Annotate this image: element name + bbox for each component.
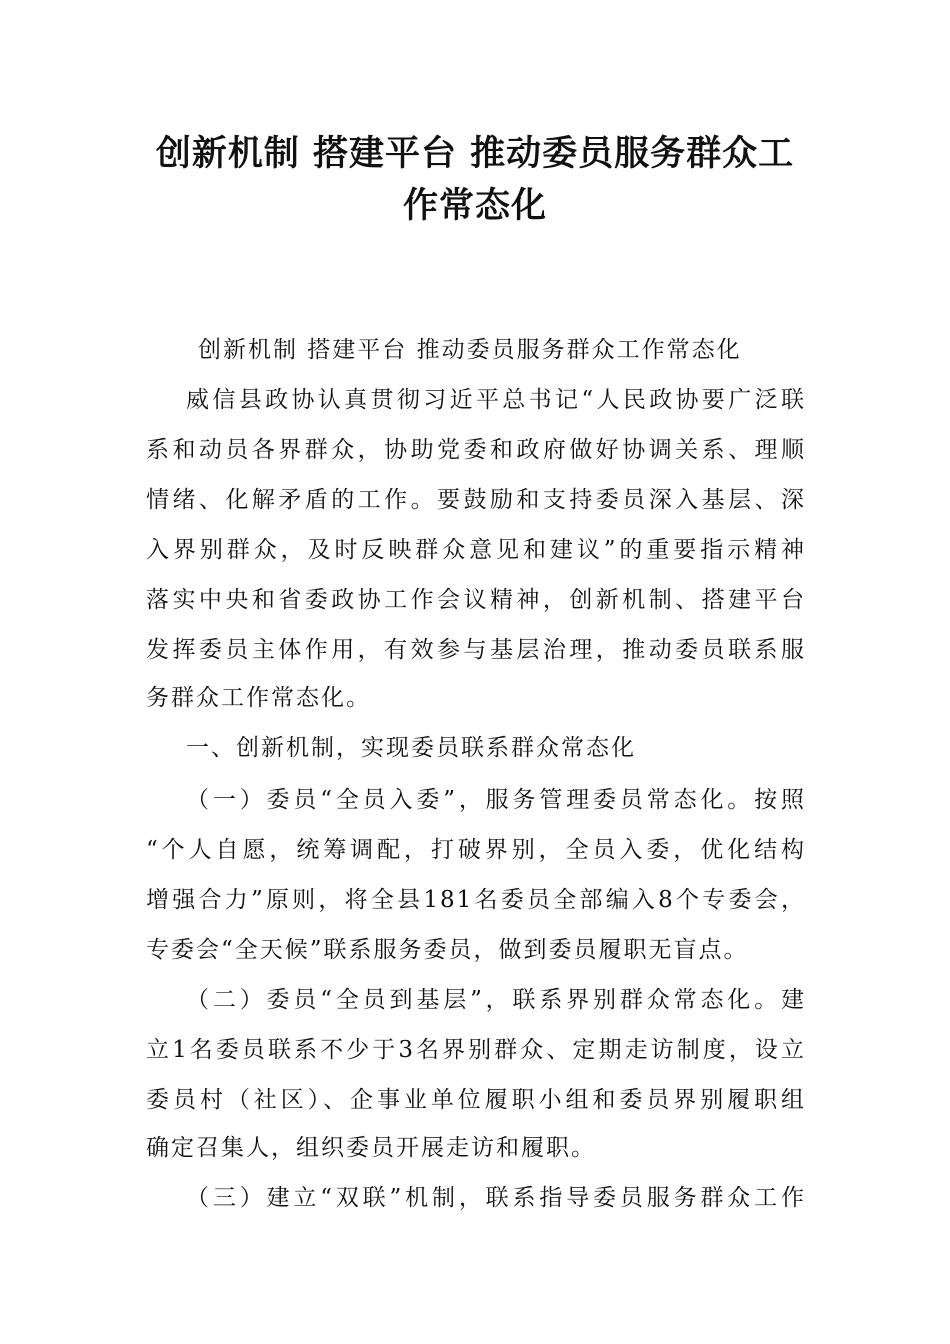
paragraph-line: 专委会“全天候”联系服务委员，做到委员履职无盲点。 bbox=[146, 937, 749, 963]
paragraph-line: （一）委员“全员入委”，服务管理委员常态化。按照 bbox=[186, 787, 806, 813]
paragraph-line: 立1名委员联系不少于3名界别群众、定期走访制度，设立 bbox=[146, 1037, 806, 1063]
paragraph-line: 入界别群众，及时反映群众意见和建议”的重要指示精神 bbox=[146, 537, 806, 563]
paragraph-line: 增强合力”原则，将全县181名委员全部编入8个专委会， bbox=[146, 887, 806, 913]
paragraph-line: 威信县政协认真贯彻习近平总书记“人民政协要广泛联 bbox=[186, 387, 806, 413]
paragraph-line: 确定召集人，组织委员开展走访和履职。 bbox=[146, 1135, 596, 1161]
document-title-line-2: 作常态化 bbox=[402, 186, 547, 226]
paragraph-line: 落实中央和省委政协工作会议精神，创新机制、搭建平台 bbox=[146, 587, 806, 613]
paragraph-line: （二）委员“全员到基层”，联系界别群众常态化。建 bbox=[186, 987, 806, 1013]
paragraph-line: （三）建立“双联”机制，联系指导委员服务群众工作 bbox=[186, 1185, 806, 1211]
paragraph-line: 务群众工作常态化。 bbox=[146, 685, 371, 711]
document-title-line-1: 创新机制 搭建平台 推动委员服务群众工 bbox=[155, 134, 795, 174]
paragraph-line: 发挥委员主体作用，有效参与基层治理，推动委员联系服 bbox=[146, 637, 806, 663]
paragraph-line: 委员村（社区）、企事业单位履职小组和委员界别履职组 bbox=[146, 1087, 806, 1113]
paragraph-line: 情绪、化解矛盾的工作。要鼓励和支持委员深入基层、深 bbox=[146, 487, 806, 513]
section-heading: 一、创新机制，实现委员联系群众常态化 bbox=[186, 735, 636, 761]
paragraph-line: 系和动员各界群众，协助党委和政府做好协调关系、理顺 bbox=[146, 437, 806, 463]
paragraph-line: “个人自愿，统筹调配，打破界别，全员入委，优化结构 bbox=[146, 837, 806, 863]
document-subtitle: 创新机制 搭建平台 推动委员服务群众工作常态化 bbox=[198, 337, 742, 363]
